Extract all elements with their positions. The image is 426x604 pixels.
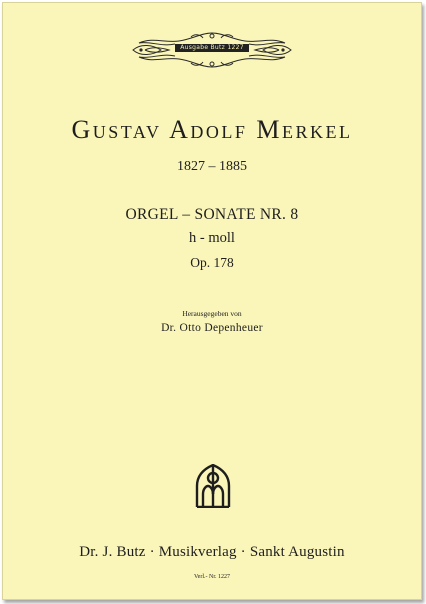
composer-name: Gustav Adolf Merkel xyxy=(71,115,353,144)
opus-number: Op. 178 xyxy=(190,255,234,270)
edition-label: Ausgabe Butz 1227 xyxy=(175,44,249,52)
plate-number: Verl.- Nr. 1227 xyxy=(194,574,230,580)
gothic-window-icon xyxy=(194,464,232,508)
editor-label: Herausgegeben von xyxy=(182,309,242,318)
publisher-line: Dr. J. Butz · Musikverlag · Sankt Augustin xyxy=(79,544,345,560)
composer-dates: 1827 – 1885 xyxy=(177,159,247,174)
work-key: h - moll xyxy=(189,230,235,246)
work-title: ORGEL – SONATE NR. 8 xyxy=(125,206,299,223)
score-cover xyxy=(2,2,422,600)
ornamental-header-icon xyxy=(131,29,293,71)
editor-name: Dr. Otto Depenheuer xyxy=(161,322,263,334)
